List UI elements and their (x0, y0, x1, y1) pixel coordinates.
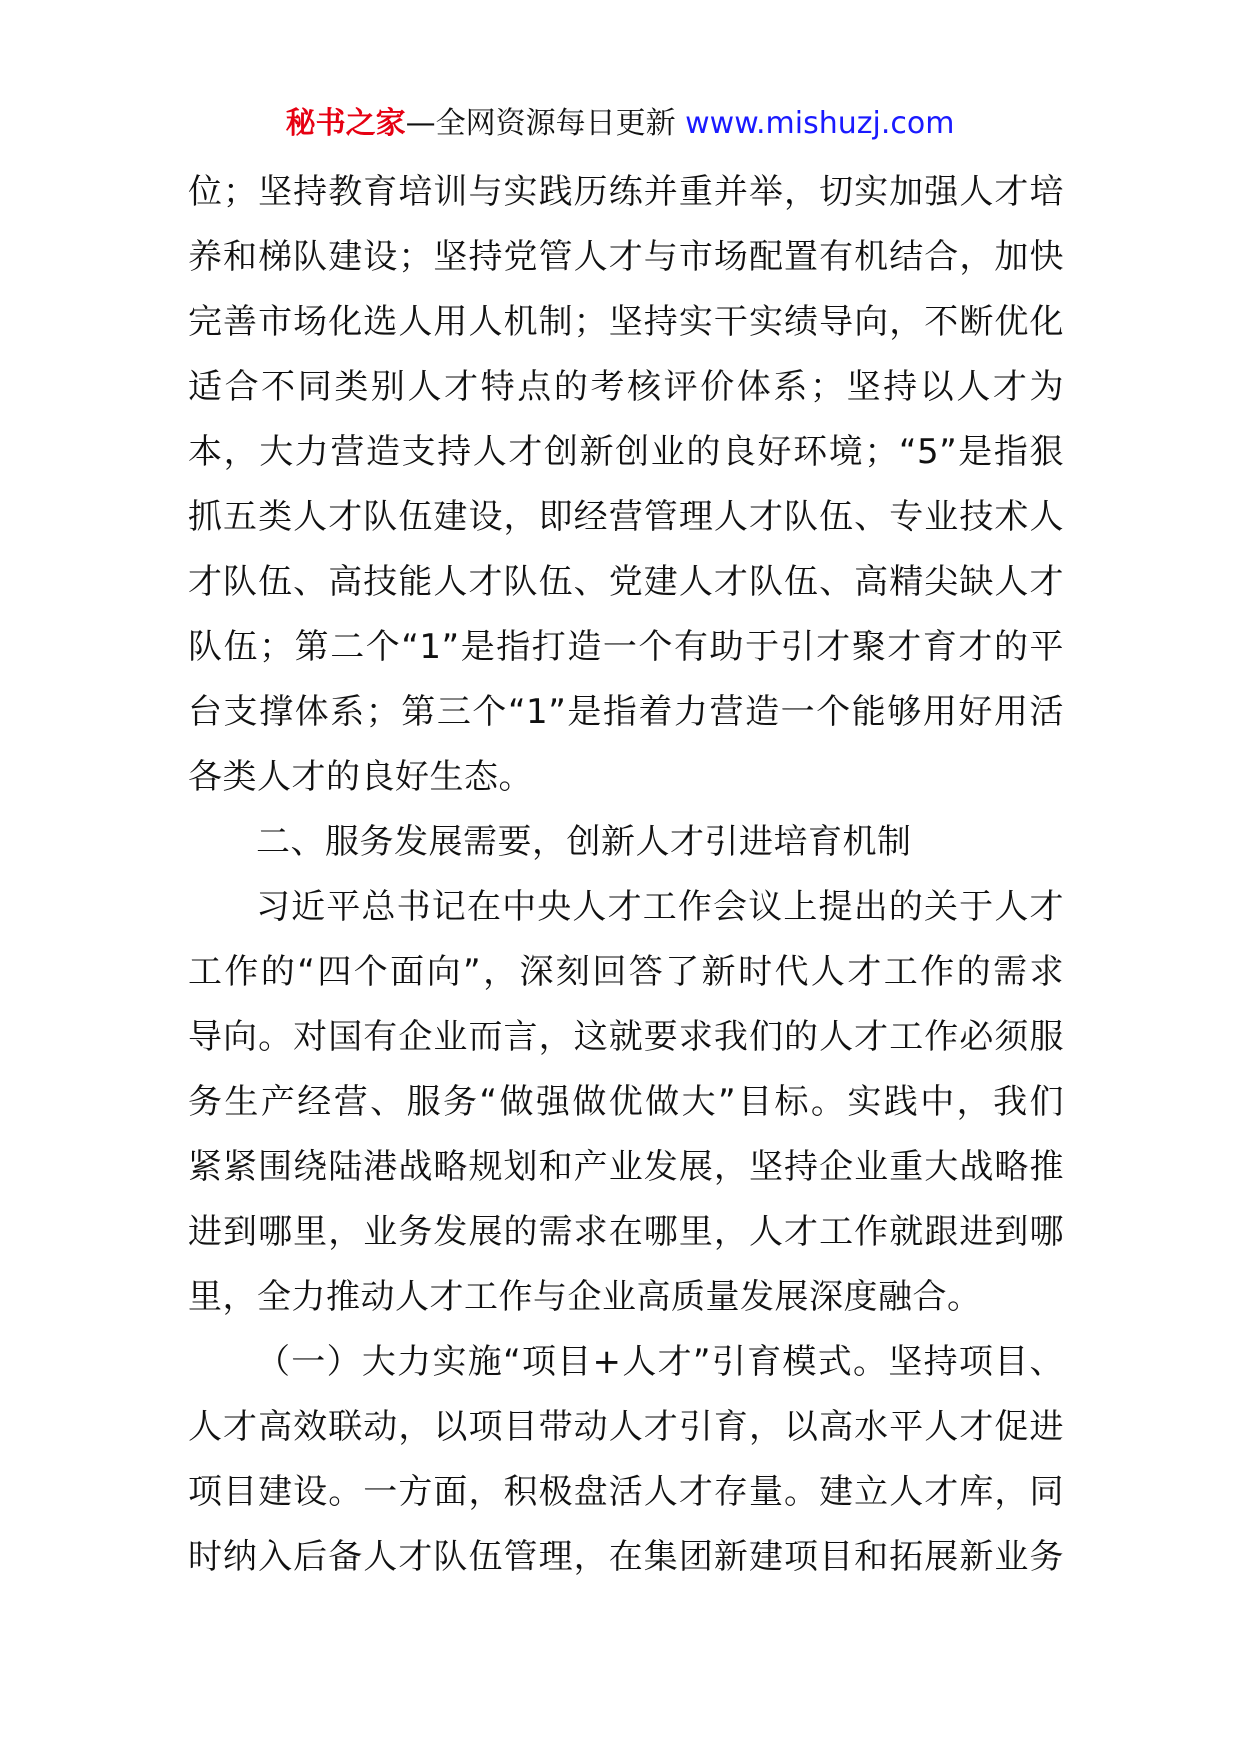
text-line: 队伍；第二个“1”是指打造一个有助于引才聚才育才的平 (188, 627, 1064, 667)
text-line: 进到哪里，业务发展的需求在哪里，人才工作就跟进到哪 (188, 1212, 1064, 1252)
text-line: 时纳入后备人才队伍管理，在集团新建项目和拓展新业务 (188, 1537, 1064, 1577)
text-line: 务生产经营、服务“做强做优做大”目标。实践中，我们 (188, 1082, 1064, 1122)
text-line: 紧紧围绕陆港战略规划和产业发展，坚持企业重大战略推 (188, 1147, 1064, 1187)
text-line: 台支撑体系；第三个“1”是指着力营造一个能够用好用活 (188, 692, 1064, 732)
text-line: 适合不同类别人才特点的考核评价体系；坚持以人才为 (188, 367, 1064, 407)
paragraph-first-line: 习近平总书记在中央人才工作会议上提出的关于人才 (256, 887, 1064, 927)
site-brand: 秘书之家 (285, 106, 406, 141)
text-line: 养和梯队建设；坚持党管人才与市场配置有机结合，加快 (188, 237, 1064, 277)
text-line: 才队伍、高技能人才队伍、党建人才队伍、高精尖缺人才 (188, 562, 1064, 602)
text-line: 抓五类人才队伍建设，即经营管理人才队伍、专业技术人 (188, 497, 1064, 537)
subsection-first-line: （一）大力实施“项目+人才”引育模式。坚持项目、 (256, 1342, 1064, 1382)
paragraph-end-line: 里，全力推动人才工作与企业高质量发展深度融合。 (188, 1277, 982, 1317)
text-line: 本，大力营造支持人才创新创业的良好环境；“5”是指狠 (188, 432, 1064, 472)
text-line: 位；坚持教育培训与实践历练并重并举，切实加强人才培 (188, 172, 1064, 212)
text-line: 项目建设。一方面，积极盘活人才存量。建立人才库，同 (188, 1472, 1064, 1512)
text-line: 人才高效联动，以项目带动人才引育，以高水平人才促进 (188, 1407, 1064, 1447)
section-heading: 二、服务发展需要，创新人才引进培育机制 (256, 822, 912, 862)
document-body (188, 160, 1064, 1590)
text-line: 完善市场化选人用人机制；坚持实干实绩导向，不断优化 (188, 302, 1064, 342)
site-url[interactable]: www.mishuzj.com (685, 106, 955, 141)
text-line: 导向。对国有企业而言，这就要求我们的人才工作必须服 (188, 1017, 1064, 1057)
text-line: 工作的“四个面向”，深刻回答了新时代人才工作的需求 (188, 952, 1064, 992)
site-header (0, 104, 1240, 144)
site-tagline: —全网资源每日更新 (405, 106, 686, 141)
paragraph-end-line: 各类人才的良好生态。 (188, 757, 533, 797)
